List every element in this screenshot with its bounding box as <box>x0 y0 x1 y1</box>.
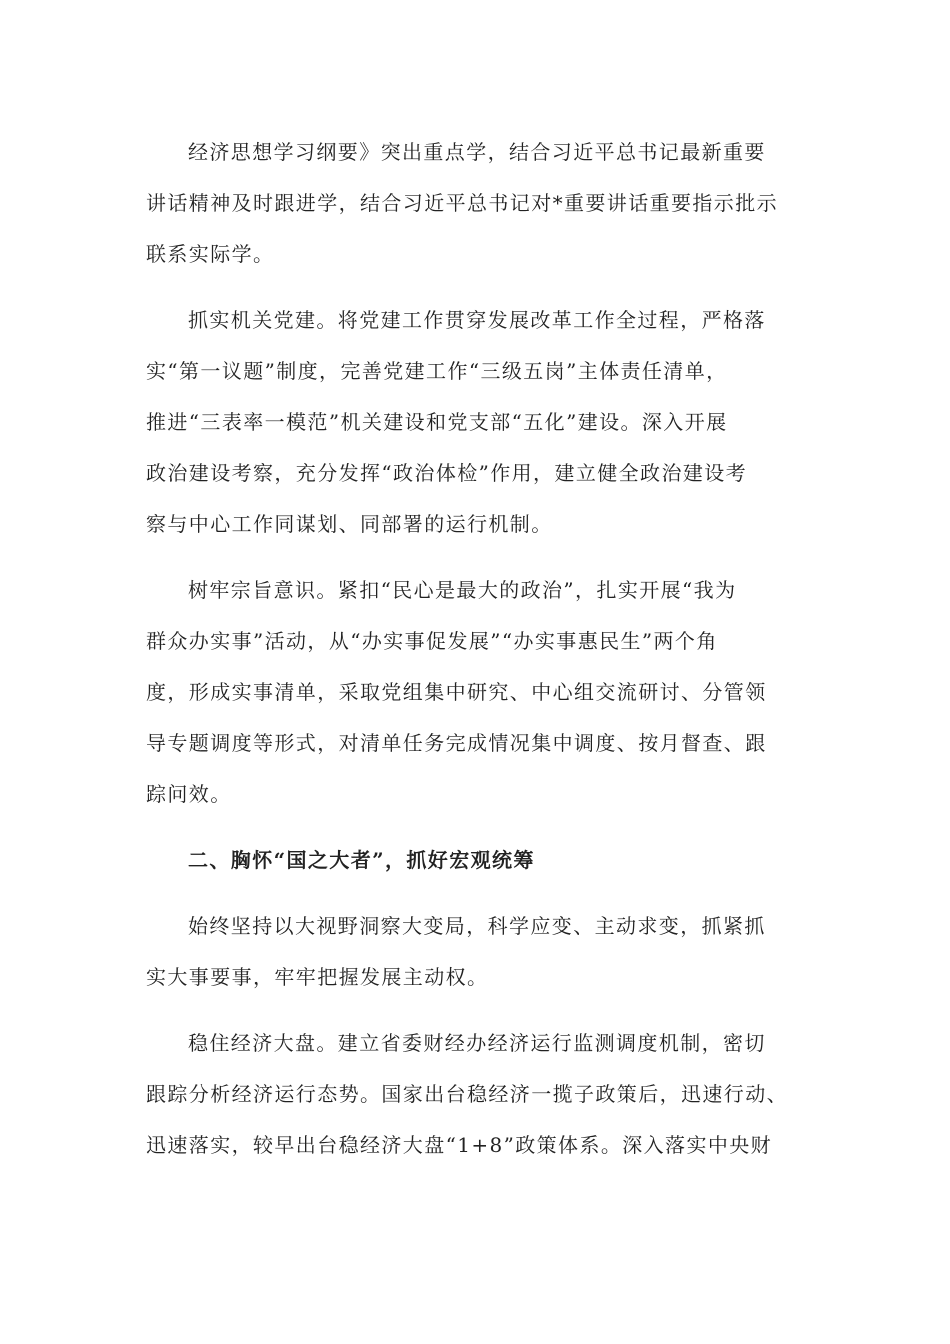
text-line: 树牢宗旨意识。紧扣“民心是最大的政治”，扎实开展“我为 <box>188 578 737 602</box>
text-line: 踪问效。 <box>146 782 232 806</box>
text-line: 迅速落实，较早出台稳经济大盘“1+8”政策体系。深入落实中央财 <box>146 1133 773 1157</box>
body-paragraph <box>146 127 818 280</box>
text-line: 联系实际学。 <box>146 242 275 266</box>
text-line: 跟踪分析经济运行态势。国家出台稳经济一揽子政策后，迅速行动、 <box>146 1082 788 1106</box>
text-line: 讲话精神及时跟进学，结合习近平总书记对*重要讲话重要指示批示 <box>146 191 778 215</box>
text-line: 实“第一议题”制度，完善党建工作“三级五岗”主体责任清单， <box>146 359 728 383</box>
body-paragraph <box>146 1018 818 1171</box>
text-line: 实大事要事，牢牢把握发展主动权。 <box>146 965 489 989</box>
text-line: 二、胸怀“国之大者”，抓好宏观统筹 <box>188 848 535 872</box>
text-line: 政治建设考察，充分发挥“政治体检”作用，建立健全政治建设考 <box>146 461 748 485</box>
text-line: 察与中心工作同谋划、同部署的运行机制。 <box>146 512 553 536</box>
text-line: 导专题调度等形式，对清单任务完成情况集中调度、按月督查、跟 <box>146 731 767 755</box>
body-paragraph <box>146 565 818 820</box>
text-line: 抓实机关党建。将党建工作贯穿发展改革工作全过程，严格落 <box>188 308 766 332</box>
document-body <box>146 127 818 1186</box>
text-line: 群众办实事”活动，从“办实事促发展”“办实事惠民生”两个角 <box>146 629 718 653</box>
section-heading <box>146 835 818 886</box>
text-line: 推进“三表率一模范”机关建设和党支部“五化”建设。深入开展 <box>146 410 728 434</box>
text-line: 度，形成实事清单，采取党组集中研究、中心组交流研讨、分管领 <box>146 680 767 704</box>
text-line: 稳住经济大盘。建立省委财经办经济运行监测调度机制，密切 <box>188 1031 766 1055</box>
text-line: 经济思想学习纲要》突出重点学，结合习近平总书记最新重要 <box>188 140 766 164</box>
body-paragraph <box>146 901 818 1003</box>
body-paragraph <box>146 295 818 550</box>
text-line: 始终坚持以大视野洞察大变局，科学应变、主动求变，抓紧抓 <box>188 914 766 938</box>
